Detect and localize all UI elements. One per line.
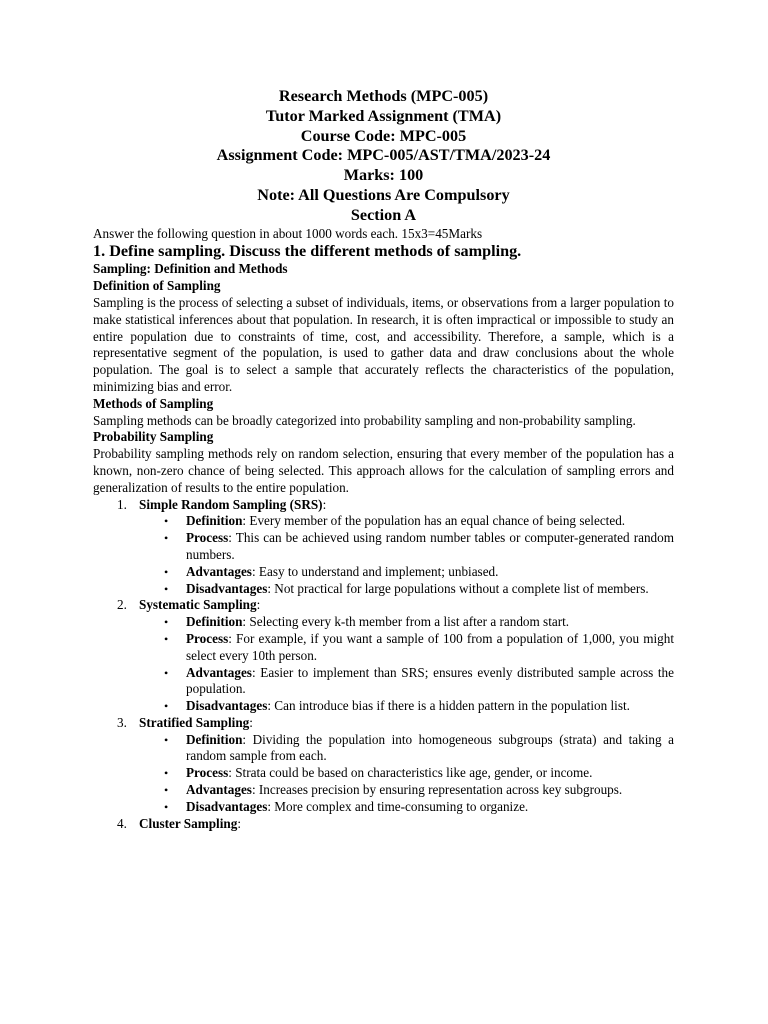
instructions-text: Answer the following question in about 1000 words each. 15x3=45Marks xyxy=(93,225,483,241)
method-name-suffix: : xyxy=(322,496,327,512)
point-label: Advantages xyxy=(186,563,252,579)
bullet-icon: • xyxy=(164,631,169,646)
point-label: Advantages xyxy=(186,782,252,798)
header-course-code: Course Code: MPC-005 xyxy=(300,126,467,145)
point-text: : Selecting every k-th member from a list after a random start. xyxy=(242,614,570,630)
method-points-list xyxy=(139,614,674,715)
point-text: : Strata could be based on characteristics like age, gender, or income. xyxy=(228,765,593,781)
method-number: 3. xyxy=(117,714,127,730)
question-title: 1. Define sampling. Discuss the different methods of sampling. xyxy=(93,242,522,261)
point-text: : This can be achieved using random number tables or computer-generated random numbers. xyxy=(186,530,674,562)
method-point xyxy=(164,664,674,699)
method-point xyxy=(164,698,674,715)
point-label: Disadvantages xyxy=(186,580,268,596)
point-label: Advantages xyxy=(186,664,252,680)
point-text: : Easy to understand and implement; unbiased. xyxy=(251,563,499,579)
bullet-icon: • xyxy=(164,665,169,680)
point-text: : Dividing the population into homogeneous subgroups (strata) and taking a random sample from each. xyxy=(186,731,674,764)
point-text: : Easier to implement than SRS; ensures evenly distributed sample across the population. xyxy=(186,664,674,697)
method-number: 2. xyxy=(117,597,127,613)
point-text: : More complex and time-consuming to organize. xyxy=(267,798,529,814)
method-point xyxy=(164,782,674,799)
method-name-suffix: : xyxy=(256,597,261,613)
point-text: : Every member of the population has an equal chance of being selected. xyxy=(242,513,626,529)
method-item xyxy=(117,597,674,715)
bullet-icon: • xyxy=(164,699,169,714)
method-item xyxy=(117,496,674,598)
method-point xyxy=(164,580,674,598)
heading-methods-of-sampling: Methods of Sampling xyxy=(93,395,214,411)
method-point xyxy=(164,798,674,816)
paragraph-probability: Probability sampling methods rely on random selection, ensuring that every member of the population has a known, non-zero chance of being selected. This approach allows for the calculation of sampling errors and generalization of results to the entire population. xyxy=(93,446,674,495)
bullet-icon: • xyxy=(164,766,169,781)
point-text: : Not practical for large populations without a complete list of members. xyxy=(267,580,649,596)
paragraph-definition: Sampling is the process of selecting a subset of individuals, items, or observations from a larger population to make statistical inferences about that population. In research, it is often impractical or impossible to study an entire population due to constraints of time, cost, and accessibility. Therefore, a sample, which is a representative segment of the population, is used to gather data and draw conclusions about the whole population. The goal is to select a sample that accurately reflects the characteristics of the population, minimizing bias and error. xyxy=(93,294,674,394)
bullet-icon: • xyxy=(164,783,169,798)
method-point xyxy=(164,765,674,782)
assignment-header xyxy=(93,87,674,226)
bullet-icon: • xyxy=(164,581,169,596)
heading-definition-of-sampling: Definition of Sampling xyxy=(93,278,221,294)
header-section: Section A xyxy=(350,205,417,224)
method-name-suffix: : xyxy=(249,714,253,730)
point-label: Definition xyxy=(186,731,243,747)
point-text: : Can introduce bias if there is a hidden pattern in the population list. xyxy=(267,698,630,714)
point-label: Process xyxy=(186,630,229,646)
method-name: Systematic Sampling xyxy=(139,597,257,613)
bullet-icon: • xyxy=(164,531,169,546)
header-marks: Marks: 100 xyxy=(343,166,424,185)
point-text: : For example, if you want a sample of 100 from a population of 1,000, you might select every 10th person. xyxy=(186,630,674,663)
bullet-icon: • xyxy=(164,615,169,630)
header-assignment-type: Tutor Marked Assignment (TMA) xyxy=(265,106,502,125)
point-label: Disadvantages xyxy=(186,698,268,714)
method-item xyxy=(117,815,674,833)
method-point xyxy=(164,614,674,631)
method-point xyxy=(164,731,674,766)
method-points-list xyxy=(139,513,674,597)
point-label: Process xyxy=(186,530,229,546)
method-number: 4. xyxy=(117,815,127,831)
method-name-suffix: : xyxy=(237,815,241,831)
point-label: Definition xyxy=(186,614,243,630)
method-point xyxy=(164,630,674,665)
header-note: Note: All Questions Are Compulsory xyxy=(257,185,510,204)
point-text: : Increases precision by ensuring representation across key subgroups. xyxy=(251,782,623,798)
method-name: Stratified Sampling xyxy=(139,714,250,730)
point-label: Definition xyxy=(186,513,243,529)
bullet-icon: • xyxy=(164,799,169,814)
sampling-methods-list xyxy=(93,497,674,833)
paragraph-methods: Sampling methods can be broadly categorized into probability sampling and non-probability sampling. xyxy=(93,412,636,428)
method-points-list xyxy=(139,732,674,816)
method-name: Cluster Sampling xyxy=(139,815,238,831)
method-name: Simple Random Sampling (SRS) xyxy=(139,496,323,512)
method-point xyxy=(164,513,674,530)
header-course-title: Research Methods (MPC-005) xyxy=(278,87,489,105)
method-point xyxy=(164,530,674,564)
method-point xyxy=(164,563,674,581)
point-label: Process xyxy=(186,765,229,781)
heading-probability-sampling: Probability Sampling xyxy=(93,429,214,445)
method-item xyxy=(117,714,674,816)
point-label: Disadvantages xyxy=(186,798,268,814)
bullet-icon: • xyxy=(164,732,169,747)
bullet-icon: • xyxy=(164,564,169,579)
header-assignment-code: Assignment Code: MPC-005/AST/TMA/2023-24 xyxy=(216,146,551,165)
bullet-icon: • xyxy=(164,514,169,529)
heading-sampling-definition-methods: Sampling: Definition and Methods xyxy=(93,261,288,277)
method-number: 1. xyxy=(117,496,127,512)
